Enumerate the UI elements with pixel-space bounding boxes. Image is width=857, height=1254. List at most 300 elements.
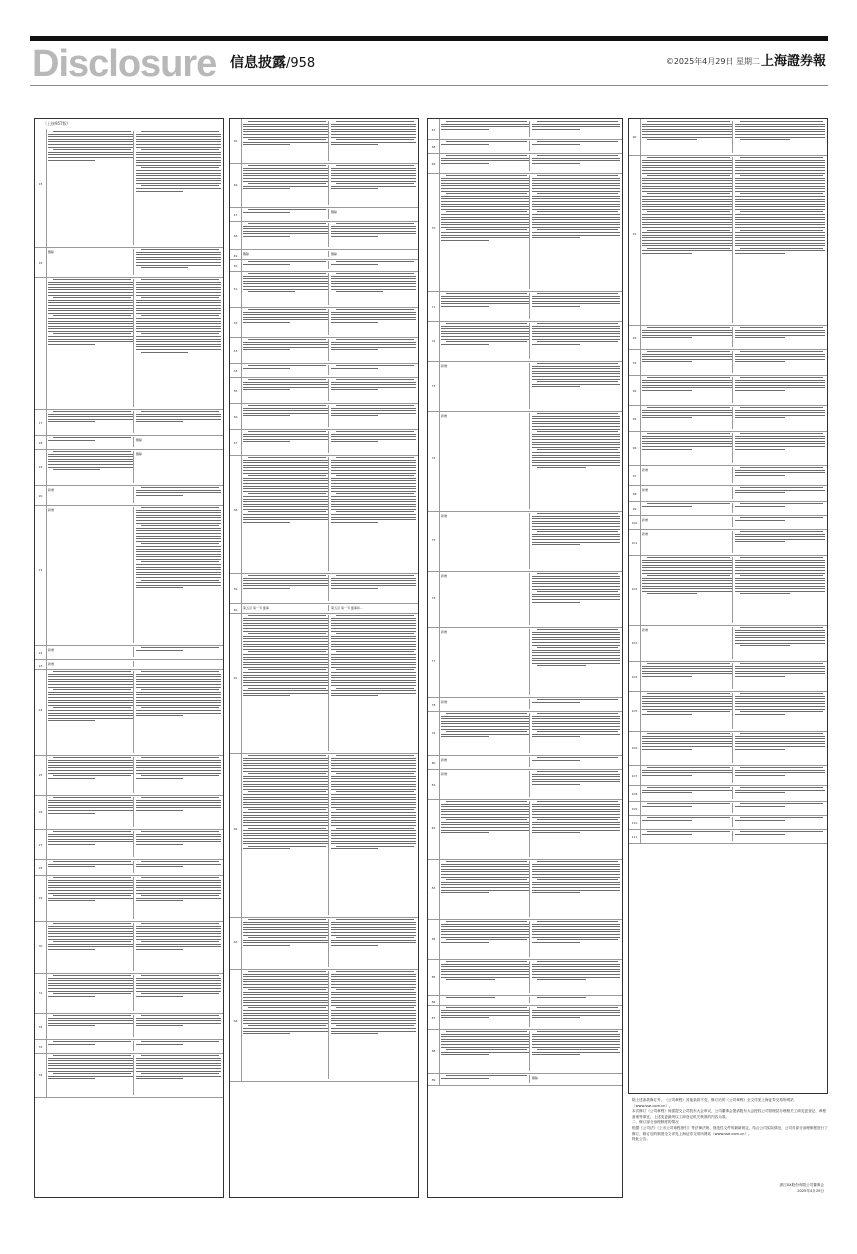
- text-line: [48, 705, 133, 706]
- revised-clause-cell: [136, 279, 221, 407]
- text-line: [331, 675, 416, 676]
- text-line: [243, 672, 328, 673]
- revised-clause-cell: [331, 605, 416, 611]
- original-clause-cell: [48, 487, 134, 503]
- text-line: [532, 596, 620, 597]
- text-line: [642, 387, 732, 388]
- text-line: [331, 410, 416, 411]
- row-number: [35, 435, 47, 449]
- text-line: [48, 882, 133, 883]
- original-clause-cell: [48, 757, 134, 793]
- text-line: [532, 421, 620, 422]
- text-line: [243, 387, 328, 388]
- text-line: [642, 227, 732, 228]
- row-number: [35, 505, 47, 645]
- text-line: [331, 389, 378, 390]
- text-line: [532, 429, 620, 430]
- row-number-text: 17: [38, 420, 43, 425]
- text-line: [331, 319, 416, 320]
- text-line: [740, 817, 823, 818]
- text-line: [331, 932, 416, 933]
- text-line: [537, 193, 618, 194]
- row-number: [428, 411, 440, 511]
- text-line: [642, 214, 732, 215]
- row-number: [35, 921, 47, 973]
- text-line: [136, 157, 221, 158]
- text-line: [53, 877, 131, 878]
- text-line: [136, 289, 221, 290]
- table-row: [629, 431, 827, 466]
- text-line: [243, 491, 328, 492]
- original-clause-cell: [441, 1075, 530, 1083]
- text-line: [647, 121, 730, 122]
- text-line: [243, 812, 328, 813]
- text-line: [336, 431, 414, 432]
- text-line: [48, 844, 95, 845]
- text-line: [243, 974, 328, 975]
- text-line: [243, 646, 328, 647]
- text-line: [532, 602, 580, 603]
- text-line: [532, 384, 620, 385]
- text-line: [532, 418, 620, 419]
- text-line: [331, 382, 416, 383]
- text-line: [243, 233, 328, 234]
- text-line: [248, 273, 326, 274]
- row-number-text: 98: [632, 492, 637, 497]
- text-line: [48, 154, 133, 155]
- text-line: [735, 206, 825, 207]
- text-line: [336, 379, 414, 380]
- text-line: [441, 240, 489, 241]
- row-number-text: 68: [431, 145, 436, 150]
- text-line: [735, 446, 825, 447]
- text-line: [537, 363, 618, 364]
- text-line: [446, 229, 527, 230]
- text-line: [532, 160, 620, 161]
- text-line: [53, 1055, 131, 1056]
- text-line: [243, 134, 328, 135]
- original-clause-cell: [243, 223, 329, 247]
- original-clause-cell: [48, 647, 134, 657]
- text-line: [331, 131, 416, 132]
- text-line: [331, 504, 416, 505]
- text-line: [642, 206, 732, 207]
- row-number-text: 20: [38, 494, 43, 498]
- text-line: [248, 846, 326, 847]
- text-line: [532, 235, 620, 236]
- text-line: [735, 214, 825, 215]
- text-line: [537, 699, 618, 700]
- row-number-text: 107: [631, 774, 638, 778]
- text-line: [647, 433, 730, 434]
- text-line: [642, 167, 732, 168]
- text-line: [735, 186, 825, 187]
- text-line: [331, 682, 416, 683]
- text-line: [136, 1025, 183, 1026]
- original-clause-cell: [642, 693, 733, 729]
- text-line: [441, 344, 489, 345]
- row-number-text: 64: [233, 1019, 238, 1024]
- clause-tag: 删除: [136, 452, 143, 456]
- revised-clause-cell: [331, 165, 416, 205]
- text-line: [642, 191, 732, 192]
- clause-tag: 新增: [642, 488, 649, 492]
- original-clause-cell: [243, 457, 329, 571]
- text-line: [441, 1078, 489, 1079]
- text-line: [331, 585, 416, 586]
- text-line: [642, 417, 692, 418]
- text-line: [441, 871, 529, 872]
- text-line: [331, 580, 416, 581]
- revised-clause-cell: [331, 339, 416, 361]
- text-line: [740, 248, 823, 249]
- original-clause-cell: [441, 513, 530, 569]
- text-line: [136, 697, 221, 698]
- text-line: [48, 676, 133, 677]
- text-line: [243, 768, 328, 769]
- row-number: [629, 765, 641, 785]
- text-line: [532, 344, 580, 345]
- text-line: [331, 1015, 416, 1016]
- revised-clause-cell: [331, 575, 416, 601]
- text-line: [336, 291, 383, 292]
- text-line: [331, 677, 416, 678]
- text-line: [331, 434, 416, 435]
- text-line: [735, 173, 825, 174]
- text-line: [532, 303, 620, 304]
- table-row: [35, 669, 223, 756]
- row-number: [428, 859, 440, 919]
- text-line: [735, 736, 825, 737]
- text-line: [48, 718, 133, 719]
- clause-tag: 新增: [642, 628, 649, 632]
- text-line: [532, 371, 620, 372]
- text-line: [642, 588, 732, 589]
- section-title: [230, 52, 315, 72]
- text-line: [331, 778, 416, 779]
- text-line: [532, 586, 620, 587]
- row-number: [629, 731, 641, 765]
- text-line: [647, 211, 730, 212]
- text-line: [243, 436, 328, 437]
- text-line: [136, 554, 221, 555]
- text-line: [532, 1041, 620, 1042]
- text-line: [735, 217, 825, 218]
- text-line: [537, 997, 585, 998]
- text-line: [642, 129, 732, 130]
- text-line: [53, 315, 131, 316]
- text-line: [48, 289, 133, 290]
- text-line: [336, 121, 414, 122]
- original-clause-cell: [441, 997, 530, 1003]
- text-line: [441, 178, 529, 179]
- text-line: [537, 979, 585, 980]
- text-line: [532, 934, 620, 935]
- text-line: [136, 694, 221, 695]
- original-clause-cell: [441, 141, 530, 151]
- text-line: [642, 565, 732, 566]
- text-line: [735, 183, 825, 184]
- text-line: [48, 864, 133, 865]
- text-line: [532, 201, 620, 202]
- text-line: [136, 530, 221, 531]
- text-line: [53, 333, 131, 334]
- text-line: [446, 939, 527, 940]
- text-line: [243, 281, 328, 282]
- text-line: [243, 778, 328, 779]
- text-line: [243, 802, 328, 803]
- text-line: [136, 515, 221, 516]
- text-line: [48, 344, 95, 345]
- text-line: [141, 757, 219, 758]
- text-line: [735, 382, 825, 383]
- text-line: [331, 483, 416, 484]
- original-clause-cell: [243, 165, 329, 205]
- row-number: [428, 769, 440, 799]
- row-number: [35, 247, 47, 277]
- text-line: [243, 786, 328, 787]
- text-line: [441, 188, 529, 189]
- text-line: [735, 536, 825, 537]
- revised-clause-cell: [136, 411, 221, 433]
- table-row: [230, 271, 418, 308]
- row-number: [629, 529, 641, 555]
- row-number: [428, 919, 440, 959]
- text-line: [532, 188, 620, 189]
- text-line: [336, 989, 414, 990]
- original-clause-cell: [642, 803, 733, 813]
- text-line: [336, 755, 414, 756]
- text-line: [48, 336, 133, 337]
- clause-tag: 新增: [48, 488, 55, 492]
- text-line: [243, 519, 328, 520]
- row-number: [428, 959, 440, 995]
- text-line: [136, 885, 221, 886]
- revised-clause-cell: [331, 223, 416, 247]
- table-row: [35, 859, 223, 876]
- text-line: [331, 317, 416, 318]
- text-line: [336, 575, 414, 576]
- text-line: [642, 560, 732, 561]
- text-line: [141, 993, 219, 994]
- text-line: [532, 191, 620, 192]
- text-line: [136, 257, 221, 258]
- table-row: [35, 1013, 223, 1040]
- text-line: [441, 864, 529, 865]
- text-line: [53, 1041, 131, 1042]
- text-line: [243, 693, 328, 694]
- text-line: [136, 419, 221, 420]
- text-line: [532, 1012, 620, 1013]
- text-line: [248, 1007, 326, 1008]
- text-line: [243, 289, 328, 290]
- text-line: [532, 144, 580, 145]
- table-row: [428, 755, 622, 770]
- text-line: [48, 949, 95, 950]
- text-line: [532, 298, 620, 299]
- text-line: [441, 336, 529, 337]
- text-line: [331, 1005, 416, 1006]
- text-line: [441, 1044, 529, 1045]
- original-clause-cell: [243, 261, 329, 269]
- text-line: [642, 237, 732, 238]
- text-line: [331, 415, 378, 416]
- text-line: [532, 237, 580, 238]
- table-row: [629, 765, 827, 786]
- text-line: [243, 641, 328, 642]
- text-line: [48, 1025, 95, 1026]
- table-row: [629, 801, 827, 816]
- table-row: [35, 277, 223, 410]
- text-line: [441, 729, 529, 730]
- text-line: [642, 709, 732, 710]
- text-line: [331, 281, 416, 282]
- revised-clause-cell: [532, 293, 620, 319]
- original-clause-cell: [243, 575, 329, 601]
- text-line: [48, 282, 133, 283]
- text-line: [532, 232, 620, 233]
- table-row: [629, 515, 827, 530]
- table-row: [230, 403, 418, 430]
- row-number-text: 47: [233, 213, 238, 218]
- row-number-text: 84: [431, 937, 436, 941]
- table-row: [629, 375, 827, 406]
- original-clause-cell: [642, 627, 733, 659]
- text-line: [48, 866, 95, 867]
- text-line: [735, 772, 825, 773]
- text-line: [532, 217, 620, 218]
- revised-clause-cell: [735, 831, 825, 841]
- text-line: [735, 224, 825, 225]
- text-line: [141, 861, 219, 862]
- table-row: [35, 485, 223, 506]
- text-line: [136, 302, 221, 303]
- masthead-top-rule: [30, 36, 828, 41]
- text-line: [532, 702, 580, 703]
- row-number-text: 109: [631, 807, 638, 812]
- text-line: [735, 227, 825, 228]
- text-line: [243, 467, 328, 468]
- text-line: [441, 726, 529, 727]
- text-line: [647, 557, 730, 558]
- text-line: [331, 693, 416, 694]
- text-line: [331, 638, 416, 639]
- text-line: [331, 976, 416, 977]
- text-line: [532, 814, 620, 815]
- row-number-text: 28: [38, 866, 43, 871]
- text-line: [336, 809, 414, 810]
- text-line: [537, 531, 618, 532]
- text-line: [336, 223, 414, 224]
- text-line: [243, 932, 328, 933]
- text-line: [243, 347, 328, 348]
- row-number: [428, 995, 440, 1005]
- text-line: [532, 516, 620, 517]
- text-line: [532, 660, 620, 661]
- row-number: [230, 403, 242, 429]
- text-line: [243, 131, 328, 132]
- text-line: [48, 144, 133, 145]
- text-line: [248, 651, 326, 652]
- revised-clause-cell: [136, 861, 221, 873]
- table-row: [428, 173, 622, 292]
- text-line: [243, 631, 328, 632]
- text-line: [336, 828, 414, 829]
- section-name: 信息披露: [230, 55, 286, 71]
- text-line: [532, 578, 620, 579]
- text-line: [735, 586, 825, 587]
- revised-clause-cell: [532, 771, 620, 797]
- row-number-text: 82: [431, 826, 436, 830]
- text-line: [441, 877, 529, 878]
- text-line: [136, 416, 221, 417]
- row-number-text: 79: [431, 730, 436, 735]
- text-line: [136, 265, 221, 266]
- table-row: [629, 625, 827, 662]
- text-line: [331, 170, 416, 171]
- row-number: [35, 277, 47, 409]
- text-line: [735, 565, 825, 566]
- revised-clause-cell: [532, 861, 620, 917]
- text-line: [243, 644, 328, 645]
- row-number-text: 94: [632, 388, 637, 393]
- row-number: [230, 603, 242, 613]
- row-number: [35, 755, 47, 795]
- text-line: [441, 964, 529, 965]
- text-line: [136, 996, 183, 997]
- text-line: [136, 931, 221, 932]
- text-line: [136, 674, 221, 675]
- table-row: [230, 573, 418, 604]
- text-line: [331, 168, 416, 169]
- row-number-text: 53: [233, 348, 238, 353]
- text-line: [441, 158, 529, 159]
- text-line: [735, 743, 825, 744]
- row-number: [35, 1053, 47, 1097]
- revised-clause-cell: [532, 413, 620, 509]
- text-line: [243, 583, 328, 584]
- text-line: [331, 488, 416, 489]
- text-line: [48, 681, 133, 682]
- text-line: [331, 486, 416, 487]
- text-line: [441, 926, 529, 927]
- table-row: [230, 163, 418, 208]
- text-line: [735, 701, 825, 702]
- text-line: [642, 436, 732, 437]
- text-line: [243, 927, 328, 928]
- text-line: [735, 696, 825, 697]
- text-line: [537, 175, 618, 176]
- text-line: [331, 264, 378, 265]
- text-line: [532, 637, 620, 638]
- text-line: [642, 591, 732, 592]
- row-number-text: 48: [233, 233, 238, 238]
- text-line: [48, 900, 95, 901]
- table-row: [428, 153, 622, 174]
- text-line: [532, 869, 620, 870]
- row-number-text: 61: [233, 676, 238, 680]
- text-line: [248, 809, 326, 810]
- text-line: [48, 141, 133, 142]
- row-number: [629, 515, 641, 529]
- text-line: [136, 900, 183, 901]
- text-line: [331, 789, 416, 790]
- text-line: [740, 121, 823, 122]
- text-line: [532, 589, 620, 590]
- text-line: [642, 330, 732, 331]
- text-line: [141, 671, 219, 672]
- text-line: [740, 503, 823, 504]
